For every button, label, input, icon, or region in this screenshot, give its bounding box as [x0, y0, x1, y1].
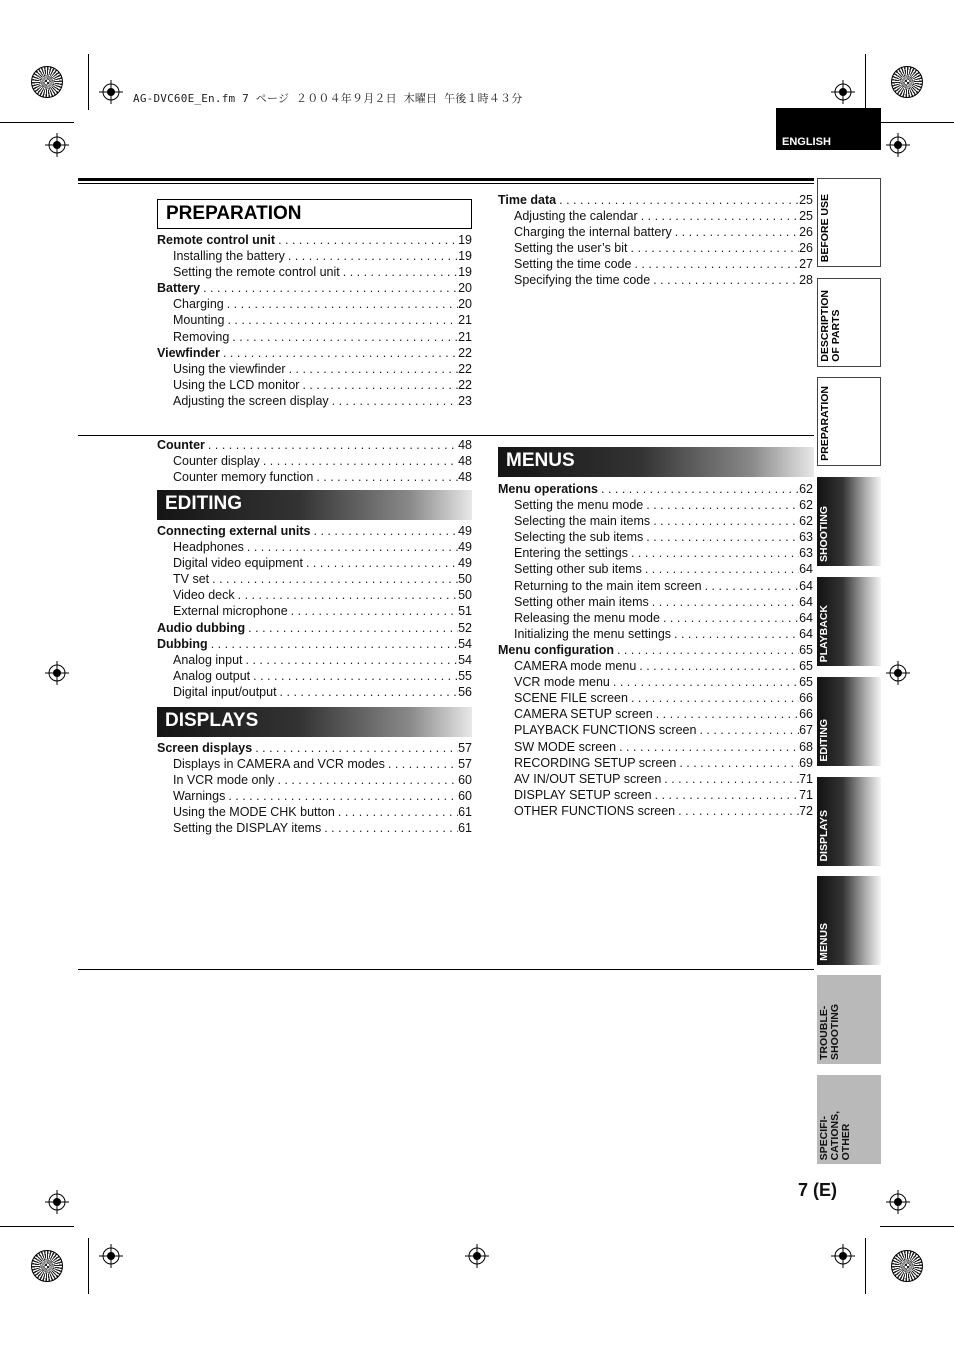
toc-entry-page: 48	[458, 454, 472, 469]
crop-mark	[865, 1238, 866, 1294]
toc-entry-page: 50	[458, 572, 472, 587]
toc-leader-dots	[288, 603, 458, 619]
toc-sub-entry	[498, 787, 813, 803]
side-tab-label: DISPLAYS	[818, 810, 830, 862]
toc-sub-entry	[498, 272, 813, 288]
toc-entry-page: 48	[458, 470, 472, 485]
toc-leader-dots	[628, 240, 800, 256]
toc-sub-entry	[498, 208, 813, 224]
toc-entry-label: DISPLAY SETUP screen	[514, 787, 652, 802]
toc-entry-page: 19	[458, 265, 472, 280]
toc-entry-label: Connecting external units	[157, 524, 311, 538]
toc-sub-entry	[157, 361, 472, 377]
toc-entry-page: 62	[799, 514, 813, 529]
toc-entry-page: 65	[799, 642, 813, 657]
toc-entry-page: 61	[458, 821, 472, 836]
toc-sub-entry	[157, 820, 472, 836]
toc-entry-label: SW MODE screen	[514, 739, 617, 754]
toc-preparation	[157, 232, 472, 409]
registration-crosshair-icon	[45, 133, 69, 157]
toc-leader-dots	[243, 652, 459, 668]
toc-entry-label: Counter memory function	[173, 470, 314, 485]
toc-entry-page: 67	[799, 723, 813, 738]
toc-leader-dots	[235, 587, 458, 603]
side-tab	[817, 975, 881, 1064]
toc-leader-dots	[229, 329, 458, 345]
toc-leader-dots	[653, 706, 799, 722]
toc-leader-dots	[672, 224, 799, 240]
toc-heading-entry	[157, 232, 472, 248]
toc-sub-entry	[157, 539, 472, 555]
toc-entry-page: 28	[799, 273, 813, 288]
toc-entry-page: 64	[799, 594, 813, 609]
toc-sub-entry	[157, 296, 472, 312]
toc-entry-page: 27	[799, 257, 813, 272]
toc-sub-entry	[157, 469, 472, 485]
toc-entry-label: Specifying the time code	[514, 273, 651, 288]
toc-sub-entry	[157, 772, 472, 788]
toc-leader-dots	[642, 561, 799, 577]
toc-entry-label: Using the MODE CHK button	[173, 805, 335, 820]
middle-rule	[78, 435, 814, 436]
toc-leader-dots	[643, 529, 799, 545]
toc-entry-label: Menu operations	[498, 482, 599, 496]
side-tab-label: EDITING	[818, 719, 830, 762]
toc-entry-page: 57	[458, 741, 472, 755]
side-tab-label: SPECIFI- CATIONS, OTHER	[818, 1110, 852, 1160]
toc-sub-entry	[498, 256, 813, 272]
toc-entry-label: Adjusting the screen display	[173, 393, 329, 408]
crop-mark	[0, 1226, 74, 1227]
toc-counter	[157, 437, 472, 485]
toc-sub-entry	[157, 804, 472, 820]
toc-heading-entry	[157, 740, 472, 756]
toc-sub-entry	[498, 690, 813, 706]
toc-leader-dots	[631, 256, 799, 272]
toc-leader-dots	[224, 312, 458, 328]
toc-sub-entry	[157, 571, 472, 587]
toc-entry-label: Remote control unit	[157, 233, 276, 247]
toc-leader-dots	[260, 453, 458, 469]
side-tab-label: TROUBLE- SHOOTING	[818, 1003, 841, 1060]
toc-leader-dots	[661, 771, 799, 787]
toc-leader-dots	[205, 437, 458, 453]
registration-crosshair-icon	[99, 80, 123, 104]
toc-sub-entry	[157, 587, 472, 603]
registration-rosette-icon	[891, 66, 923, 98]
toc-entry-label: Displays in CAMERA and VCR modes	[173, 757, 385, 772]
page-number: 7 (E)	[798, 1180, 838, 1200]
toc-entry-page: 64	[799, 626, 813, 641]
toc-menus	[498, 481, 813, 819]
toc-sub-entry	[157, 652, 472, 668]
toc-entry-page: 54	[458, 652, 472, 667]
toc-entry-label: Adjusting the calendar	[514, 209, 638, 224]
toc-sub-entry	[498, 755, 813, 771]
toc-entry-label: Digital input/output	[173, 684, 277, 699]
toc-entry-page: 48	[458, 438, 472, 452]
toc-entry-page: 19	[458, 249, 472, 264]
toc-entry-label: Mounting	[173, 313, 225, 328]
toc-sub-entry	[498, 610, 813, 626]
toc-entry-page: 63	[799, 530, 813, 545]
toc-entry-page: 60	[458, 789, 472, 804]
toc-entry-page: 51	[458, 604, 472, 619]
side-tab	[817, 876, 881, 965]
toc-entry-page: 55	[458, 668, 472, 683]
registration-crosshair-icon	[831, 1244, 855, 1268]
toc-leader-dots	[208, 636, 458, 652]
registration-rosette-icon	[891, 1250, 923, 1282]
toc-leader-dots	[598, 481, 799, 497]
toc-entry-label: Battery	[157, 281, 201, 296]
toc-entry-label: Headphones	[173, 540, 244, 555]
toc-entry-page: 49	[458, 524, 472, 538]
toc-entry-label: Setting the DISPLAY items	[173, 821, 322, 836]
toc-entry-page: 71	[799, 787, 813, 802]
toc-entry-label: Video deck	[173, 588, 235, 603]
toc-entry-label: Charging	[173, 297, 224, 312]
toc-entry-page: 64	[799, 578, 813, 593]
toc-entry-label: OTHER FUNCTIONS screen	[514, 803, 676, 818]
toc-entry-label: Screen displays	[157, 741, 253, 755]
toc-entry-page: 71	[799, 771, 813, 786]
toc-leader-dots	[220, 345, 458, 361]
toc-entry-label: SCENE FILE screen	[514, 691, 628, 706]
toc-leader-dots	[650, 272, 799, 288]
toc-sub-entry	[498, 674, 813, 690]
toc-leader-dots	[696, 722, 799, 738]
toc-entry-page: 20	[458, 297, 472, 312]
toc-entry-label: External microphone	[173, 604, 288, 619]
toc-leader-dots	[636, 658, 799, 674]
toc-heading-entry	[157, 636, 472, 652]
registration-crosshair-icon	[886, 133, 910, 157]
side-tab-label: DESCRIPTION OF PARTS	[819, 290, 842, 362]
registration-crosshair-icon	[465, 1244, 489, 1268]
toc-heading-entry	[498, 642, 813, 658]
toc-sub-entry	[498, 578, 813, 594]
toc-leader-dots	[252, 740, 458, 756]
toc-entry-label: Counter	[157, 438, 205, 452]
top-rule-thin	[78, 183, 814, 184]
side-tab	[817, 477, 881, 566]
toc-entry-label: Initializing the menu settings	[514, 626, 672, 641]
toc-sub-entry	[157, 453, 472, 469]
toc-entry-label: Setting the remote control unit	[173, 265, 340, 280]
toc-sub-entry	[157, 329, 472, 345]
toc-sub-entry	[157, 377, 472, 393]
registration-crosshair-icon	[45, 661, 69, 685]
toc-entry-page: 22	[458, 377, 472, 392]
toc-entry-page: 49	[458, 556, 472, 571]
toc-leader-dots	[616, 739, 799, 755]
toc-entry-label: Time data	[498, 193, 557, 207]
toc-entry-label: TV set	[173, 572, 210, 587]
toc-entry-label: Audio dubbing	[157, 620, 246, 635]
toc-sub-entry	[498, 739, 813, 755]
toc-entry-page: 25	[799, 193, 813, 207]
toc-entry-page: 22	[458, 345, 472, 360]
toc-sub-entry	[498, 706, 813, 722]
toc-entry-page: 68	[799, 739, 813, 754]
toc-heading-entry	[157, 523, 472, 539]
toc-entry-page: 19	[458, 233, 472, 247]
toc-sub-entry	[157, 248, 472, 264]
toc-leader-dots	[649, 594, 799, 610]
crop-mark	[865, 54, 866, 110]
side-tab-label: PLAYBACK	[818, 604, 830, 662]
toc-entry-label: PLAYBACK FUNCTIONS screen	[514, 723, 697, 738]
toc-entry-page: 62	[799, 498, 813, 513]
toc-leader-dots	[250, 668, 458, 684]
side-tab	[817, 377, 881, 466]
registration-rosette-icon	[31, 66, 63, 98]
section-heading-preparation: PREPARATION	[157, 199, 472, 229]
toc-sub-entry	[498, 497, 813, 513]
side-tab	[817, 1075, 881, 1164]
toc-sub-entry	[157, 684, 472, 700]
toc-leader-dots	[303, 555, 458, 571]
toc-entry-page: 21	[458, 329, 472, 344]
toc-leader-dots	[340, 264, 458, 280]
toc-entry-label: Dubbing	[157, 636, 208, 651]
toc-entry-label: Warnings	[173, 789, 226, 804]
toc-entry-label: Setting other sub items	[514, 562, 642, 577]
toc-entry-page: 66	[799, 707, 813, 722]
toc-entry-label: Setting the time code	[514, 257, 632, 272]
toc-entry-label: Digital video equipment	[173, 556, 303, 571]
toc-sub-entry	[157, 264, 472, 280]
toc-sub-entry	[498, 513, 813, 529]
toc-leader-dots	[385, 756, 458, 772]
toc-entry-label: Using the LCD monitor	[173, 377, 300, 392]
toc-entry-page: 49	[458, 540, 472, 555]
toc-entry-page: 20	[458, 281, 472, 296]
toc-leader-dots	[299, 377, 458, 393]
toc-entry-label: AV IN/OUT SETUP screen	[514, 771, 662, 786]
toc-leader-dots	[244, 539, 458, 555]
registration-crosshair-icon	[45, 1190, 69, 1214]
toc-sub-entry	[157, 756, 472, 772]
toc-leader-dots	[335, 804, 458, 820]
toc-entry-page: 22	[458, 361, 472, 376]
toc-entry-label: Releasing the menu mode	[514, 610, 660, 625]
toc-entry-label: In VCR mode only	[173, 773, 275, 788]
toc-entry-label: Setting the menu mode	[514, 498, 644, 513]
toc-entry-page: 52	[458, 620, 472, 635]
toc-sub-entry	[498, 803, 813, 819]
toc-leader-dots	[676, 755, 799, 771]
toc-entry-page: 56	[458, 684, 472, 699]
toc-entry-label: Charging the internal battery	[514, 225, 672, 240]
toc-sub-entry	[498, 529, 813, 545]
toc-leader-dots	[224, 296, 458, 312]
crop-mark	[880, 122, 954, 123]
crop-mark	[88, 1238, 89, 1294]
toc-heading-entry	[157, 280, 472, 296]
section-heading-displays: DISPLAYS	[157, 707, 472, 737]
toc-entry-page: 54	[458, 636, 472, 651]
toc-sub-entry	[498, 594, 813, 610]
toc-leader-dots	[225, 788, 458, 804]
toc-leader-dots	[209, 571, 458, 587]
side-tab-label: SHOOTING	[818, 505, 830, 562]
toc-leader-dots	[638, 208, 799, 224]
toc-sub-entry	[157, 668, 472, 684]
toc-leader-dots	[702, 578, 800, 594]
toc-entry-label: CAMERA mode menu	[514, 659, 637, 674]
registration-crosshair-icon	[886, 1190, 910, 1214]
toc-entry-label: Entering the settings	[514, 546, 628, 561]
toc-heading-entry	[157, 345, 472, 361]
toc-leader-dots	[200, 280, 458, 296]
top-rule	[78, 178, 814, 181]
toc-sub-entry	[498, 626, 813, 642]
side-tab	[817, 178, 881, 267]
side-tab	[817, 677, 881, 766]
toc-leader-dots	[675, 803, 799, 819]
toc-entry-label: Analog output	[173, 668, 251, 683]
toc-leader-dots	[286, 361, 459, 377]
toc-heading-entry	[157, 620, 472, 636]
toc-leader-dots	[614, 642, 799, 658]
toc-leader-dots	[660, 610, 799, 626]
toc-entry-label: CAMERA SETUP screen	[514, 707, 653, 722]
toc-entry-label: Setting other main items	[514, 594, 649, 609]
toc-displays	[157, 740, 472, 837]
toc-entry-page: 63	[799, 546, 813, 561]
section-heading-menus: MENUS	[498, 447, 814, 477]
side-tab-label: BEFORE USE	[819, 193, 831, 262]
toc-leader-dots	[285, 248, 458, 264]
toc-sub-entry	[498, 240, 813, 256]
toc-entry-label: Counter display	[173, 454, 260, 469]
toc-sub-entry	[498, 561, 813, 577]
toc-entry-page: 64	[799, 610, 813, 625]
toc-leader-dots	[245, 620, 458, 636]
toc-time-data	[498, 192, 813, 289]
crop-mark	[0, 122, 74, 123]
toc-leader-dots	[610, 674, 799, 690]
toc-entry-label: Analog input	[173, 652, 243, 667]
toc-entry-page: 60	[458, 773, 472, 788]
toc-leader-dots	[628, 545, 799, 561]
toc-sub-entry	[498, 224, 813, 240]
toc-leader-dots	[556, 192, 799, 208]
toc-leader-dots	[313, 469, 458, 485]
toc-sub-entry	[157, 393, 472, 409]
toc-leader-dots	[628, 690, 799, 706]
crop-mark	[880, 1226, 954, 1227]
section-heading-editing: EDITING	[157, 490, 472, 520]
toc-entry-label: Viewfinder	[157, 345, 220, 360]
toc-leader-dots	[311, 523, 459, 539]
toc-entry-label: Setting the user’s bit	[514, 241, 628, 256]
toc-leader-dots	[329, 393, 458, 409]
toc-heading-entry	[498, 192, 813, 208]
registration-crosshair-icon	[831, 80, 855, 104]
toc-entry-label: Removing	[173, 329, 230, 344]
registration-crosshair-icon	[886, 661, 910, 685]
toc-sub-entry	[498, 545, 813, 561]
side-tab-label: PREPARATION	[819, 386, 831, 461]
toc-leader-dots	[650, 513, 799, 529]
toc-sub-entry	[157, 555, 472, 571]
toc-entry-page: 26	[799, 225, 813, 240]
toc-entry-page: 25	[799, 209, 813, 224]
print-file-info: AG-DVC60E_En.fm 7 ページ ２００４年９月２日 木曜日 午後１時４３分	[133, 92, 523, 105]
toc-entry-page: 72	[799, 803, 813, 818]
toc-entry-label: RECORDING SETUP screen	[514, 755, 677, 770]
toc-sub-entry	[498, 722, 813, 738]
toc-entry-page: 65	[799, 675, 813, 690]
side-tab	[817, 577, 881, 666]
toc-entry-page: 57	[458, 757, 472, 772]
toc-entry-label: Selecting the sub items	[514, 530, 644, 545]
toc-entry-label: Menu configuration	[498, 642, 614, 657]
toc-entry-page: 64	[799, 562, 813, 577]
registration-rosette-icon	[31, 1250, 63, 1282]
toc-entry-page: 62	[799, 482, 813, 496]
toc-leader-dots	[643, 497, 799, 513]
toc-leader-dots	[671, 626, 799, 642]
toc-leader-dots	[277, 684, 459, 700]
toc-sub-entry	[157, 603, 472, 619]
toc-entry-page: 61	[458, 805, 472, 820]
toc-sub-entry	[498, 771, 813, 787]
toc-leader-dots	[275, 232, 458, 248]
toc-heading-entry	[498, 481, 813, 497]
side-tab	[817, 777, 881, 866]
toc-leader-dots	[321, 820, 458, 836]
toc-entry-page: 26	[799, 241, 813, 256]
toc-entry-label: Installing the battery	[173, 249, 285, 264]
toc-entry-label: VCR mode menu	[514, 675, 610, 690]
toc-heading-entry	[157, 437, 472, 453]
language-tab: ENGLISH	[776, 108, 881, 150]
toc-entry-page: 69	[799, 755, 813, 770]
toc-entry-page: 65	[799, 659, 813, 674]
side-tab	[817, 278, 881, 367]
toc-sub-entry	[498, 658, 813, 674]
toc-entry-label: Using the viewfinder	[173, 361, 286, 376]
toc-leader-dots	[274, 772, 458, 788]
registration-crosshair-icon	[99, 1244, 123, 1268]
toc-entry-label: Returning to the main item screen	[514, 578, 702, 593]
toc-entry-page: 23	[458, 393, 472, 408]
side-tab-label: MENUS	[818, 923, 830, 961]
toc-entry-page: 21	[458, 313, 472, 328]
toc-leader-dots	[652, 787, 800, 803]
toc-entry-label: Selecting the main items	[514, 514, 651, 529]
toc-sub-entry	[157, 312, 472, 328]
toc-entry-page: 50	[458, 588, 472, 603]
toc-editing	[157, 523, 472, 700]
crop-mark	[88, 54, 89, 110]
toc-sub-entry	[157, 788, 472, 804]
bottom-rule	[78, 969, 814, 970]
toc-entry-page: 66	[799, 691, 813, 706]
